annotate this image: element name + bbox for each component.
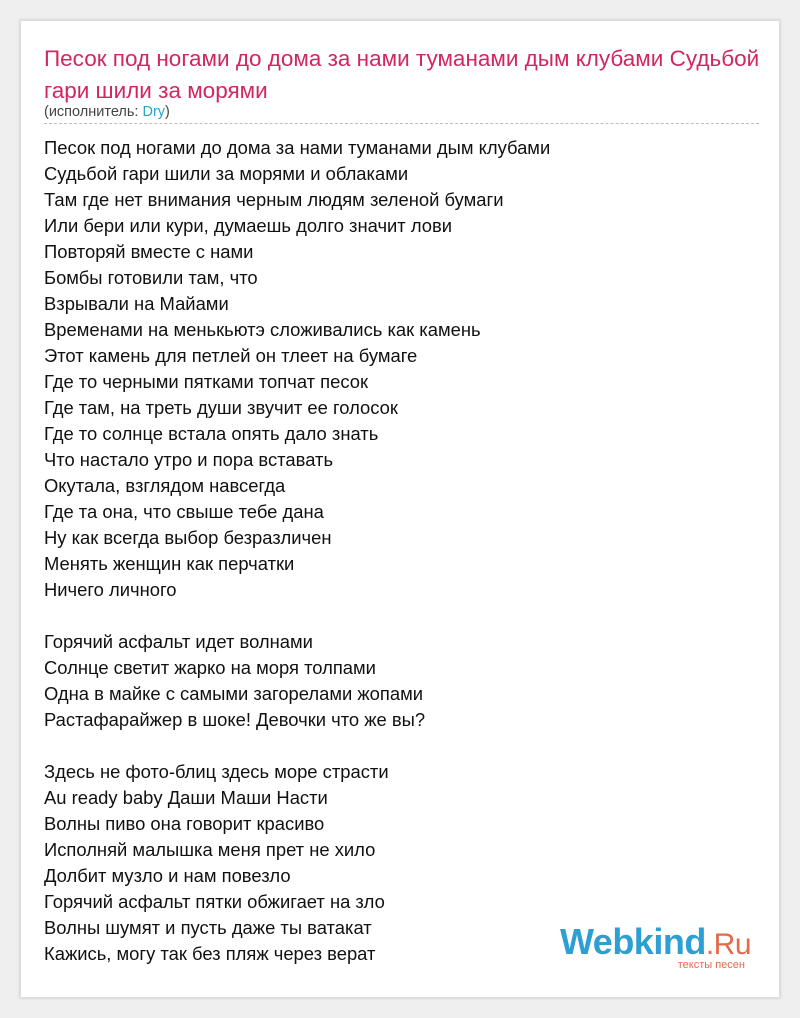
logo-ru-text: .Ru xyxy=(705,928,751,961)
lyric-line: Где то черными пятками топчат песок xyxy=(44,371,369,392)
lyrics-text xyxy=(44,135,764,967)
lyric-line: Менять женщин как перчатки xyxy=(44,553,295,574)
lyric-line: Здесь не фото-блиц здесь море страсти xyxy=(44,761,389,782)
lyric-line: Кажись, могу так без пляж через верат xyxy=(44,943,376,964)
lyric-line: Временами на менькьютэ сложивались как камень xyxy=(44,319,481,340)
lyric-line: Где та она, что свыше тебе дана xyxy=(44,501,324,522)
divider xyxy=(44,123,759,124)
lyric-line: Солнце светит жарко на моря толпами xyxy=(44,657,376,678)
lyric-line: Волны пиво она говорит красиво xyxy=(44,813,325,834)
lyric-line: Или бери или кури, думаешь долго значит лови xyxy=(44,215,453,236)
lyric-line: Этот камень для петлей он тлеет на бумаге xyxy=(44,345,418,366)
lyric-line: Там где нет внимания черным людям зеленой бумаги xyxy=(44,189,504,210)
lyric-line: Растафарайжер в шоке! Девочки что же вы? xyxy=(44,709,426,730)
lyric-line: Бомбы готовили там, что xyxy=(44,267,258,288)
artist-line xyxy=(44,103,170,121)
lyric-line: Судьбой гари шили за морями и облаками xyxy=(44,163,409,184)
lyric-line: Ничего личного xyxy=(44,579,177,600)
stanza-gap xyxy=(44,733,764,759)
lyric-line: Волны шумят и пусть даже ты ватакат xyxy=(44,917,372,938)
lyric-line: Долбит музло и нам повезло xyxy=(44,865,291,886)
lyric-line: Что настало утро и пора вставать xyxy=(44,449,334,470)
lyric-line: Au ready baby Даши Маши Насти xyxy=(44,787,328,808)
lyrics-card xyxy=(20,20,780,998)
lyric-line: Повторяй вместе с нами xyxy=(44,241,254,262)
webkind-logo[interactable] xyxy=(560,923,751,971)
lyric-line: Где там, на треть души звучит ее голосок xyxy=(44,397,398,418)
logo-web-text: Webkind xyxy=(559,921,706,962)
lyric-line: Окутала, взглядом навсегда xyxy=(44,475,286,496)
lyric-line: Песок под ногами до дома за нами туманами дым клубами xyxy=(44,137,551,158)
stanza-gap xyxy=(44,603,764,629)
lyric-line: Горячий асфальт пятки обжигает на зло xyxy=(44,891,385,912)
artist-link[interactable]: Dry xyxy=(142,104,166,120)
lyric-line: Одна в майке с самыми загорелами жопами xyxy=(44,683,424,704)
lyric-line: Где то солнце встала опять дало знать xyxy=(44,423,379,444)
lyric-line: Горячий асфальт идет волнами xyxy=(44,631,313,652)
lyric-line: Ну как всегда выбор безразличен xyxy=(44,527,332,548)
logo-tagline: тексты песен xyxy=(677,959,745,971)
lyric-line: Взрывали на Майами xyxy=(44,293,229,314)
artist-prefix: (исполнитель: xyxy=(44,104,143,120)
artist-suffix: ) xyxy=(165,104,170,120)
song-title: Песок под ногами до дома за нами туманами дым клубами Судьбой гари шили за морями xyxy=(44,46,760,103)
lyric-line: Исполняй малышка меня прет не хило xyxy=(44,839,376,860)
